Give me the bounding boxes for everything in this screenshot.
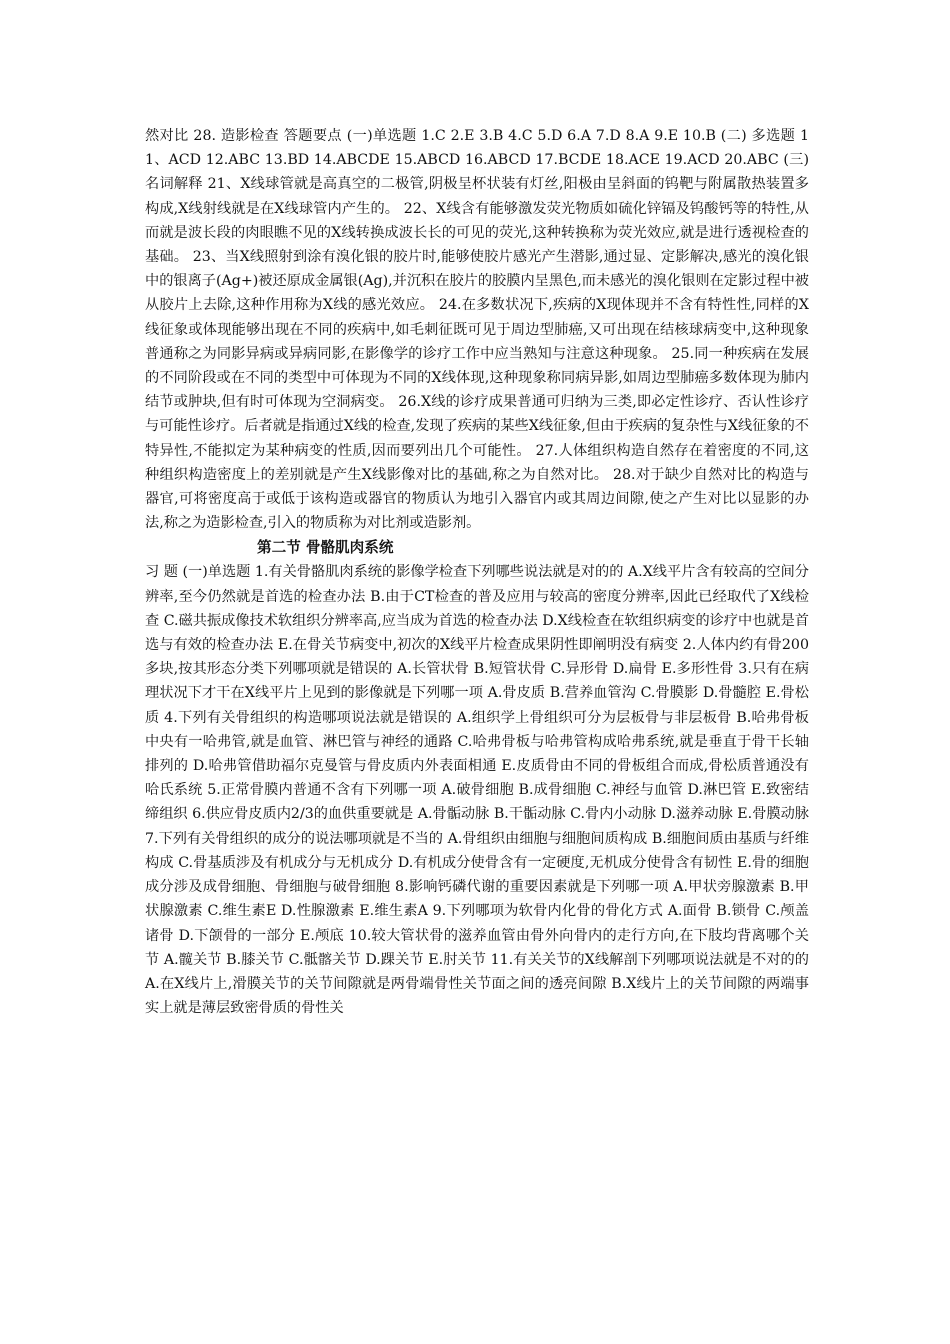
answers-paragraph: 然对比 28. 造影检查 答题要点 (一)单选题 1.C 2.E 3.B 4.C 5.D 6.A 7.D 8.A 9.E 10.B (二) 多选题 11、ACD 12.ABC 13.BD 14.ABCDE 15.ABCD 16.ABCD 17.BCDE 18.ACE 19.ACD 20.ABC (三) 名词解释 21、X线球管就是高真空的二极管,阴极呈杯状装有灯丝,阳极由呈斜面的钨靶与附属散热装置多构成,X线射线就是在X线球管内产生的。 22、X线含有能够激发荧光物质如硫化锌镉及钨酸钙等的特性,从而就是波长段的肉眼瞧不见的X线转换成波长长的可见的荧光,这种转换称为荧光效应,就是进行透视检查的基础。 23、当X线照射到涂有溴化银的胶片时,能够使胶片感光产生潜影,通过显、定影解决,感光的溴化银中的银离子(Ag+)被还原成金属银(Ag),并沉积在胶片的胶膜内呈黑色,而未感光的溴化银则在定影过程中被从胶片上去除,这种作用称为X线的感光效应。 24.在多数状况下,疾病的X现体现并不含有特性性,同样的X线征象或体现能够出现在不同的疾病中,如毛刺征既可见于周边型肺癌,又可出现在结核球病变中,这种现象普通称之为同影异病或异病同影,在影像学的诊疗工作中应当熟知与注意这种现象。 25.同一种疾病在发展的不同阶段或在不同的类型中可体现为不同的X线体现,这种现象称同病异影,如周边型肺癌多数体现为肺内结节或肿块,但有时可体现为空洞病变。 26.X线的诊疗成果普通可归纳为三类,即必定性诊疗、否认性诊疗与可能性诊疗。后者就是指通过X线的检查,发现了疾病的某些X线征象,但由于疾病的复杂性与X线征象的不特异性,不能拟定为某种病变的性质,因而要列出几个可能性。 27.人体组织构造自然存在着密度的不同,这种组织构造密度上的差别就是产生X线影像对比的基础,称之为自然对比。 28.对于缺少自然对比的构造与器官,可将密度高于或低于该构造或器官的物质认为地引入器官内或其周边间隙,使之产生对比以显影的办法,称之为造影检查,引入的物质称为对比剂或造影剂。 (145, 128, 809, 532)
document-page (145, 124, 809, 1020)
section-title: 第二节 骨骼肌肉系统 (257, 539, 394, 557)
exercise-paragraph: 习 题 (一)单选题 1.有关骨骼肌肉系统的影像学检查下列哪些说法就是对的的 A.X线平片含有较高的空间分辨率,至今仍然就是首选的检查办法 B.由于CT检查的普及应用与较高的密度分辨率,因此已经取代了X线检查 C.磁共振成像技术软组织分辨率高,应当成为首选的检查办法 D.X线检查在软组织病变的诊疗中也就是首选与有效的检查办法 E.在骨关节病变中,初次的X线平片检查成果阴性即阐明没有病变 2.人体内约有骨200多块,按其形态分类下列哪项就是错误的 A.长管状骨 B.短管状骨 C.异形骨 D.扁骨 E.多形性骨 3.只有在病理状况下才干在X线平片上见到的影像就是下列哪一项 A.骨皮质 B.营养血管沟 C.骨膜影 D.骨髓腔 E.骨松质 4.下列有关骨组织的构造哪项说法就是错误的 A.组织学上骨组织可分为层板骨与非层板骨 B.哈弗骨板中央有一哈弗管,就是血管、淋巴管与神经的通路 C.哈弗骨板与哈弗管构成哈弗系统,就是垂直于骨干长轴排列的 D.哈弗管借助福尔克曼管与骨皮质内外表面相通 E.皮质骨由不同的骨板组合而成,骨松质普通没有哈氏系统 5.正常骨膜内普通不含有下列哪一项 A.破骨细胞 B.成骨细胞 C.神经与血管 D.淋巴管 E.致密结缔组织 6.供应骨皮质内2/3的血供重要就是 A.骨骺动脉 B.干骺动脉 C.骨内小动脉 D.滋养动脉 E.骨膜动脉 7.下列有关骨组织的成分的说法哪项就是不当的 A.骨组织由细胞与细胞间质构成 B.细胞间质由基质与纤维构成 C.骨基质涉及有机成分与无机成分 D.有机成分使骨含有一定硬度,无机成分使骨含有韧性 E.骨的细胞成分涉及成骨细胞、骨细胞与破骨细胞 8.影响钙磷代谢的重要因素就是下列哪一项 A.甲状旁腺激素 B.甲状腺激素 C.维生素E D.性腺激素 E.维生素A 9.下列哪项为软骨内化骨的骨化方式 A.面骨 B.锁骨 C.颅盖诸骨 D.下颌骨的一部分 E.颅底 10.较大管状骨的滋养血管由骨外向骨内的走行方向,在下肢均背离哪个关节 A.髋关节 B.膝关节 C.骶髂关节 D.踝关节 E.肘关节 11.有关关节的X线解剖下列哪项说法就是不对的的 A.在X线片上,滑膜关节的关节间隙就是两骨端骨性关节面之间的透亮间隙 B.X线片上的关节间隙的两端事实上就是薄层致密骨质的骨性关 (145, 564, 809, 1017)
